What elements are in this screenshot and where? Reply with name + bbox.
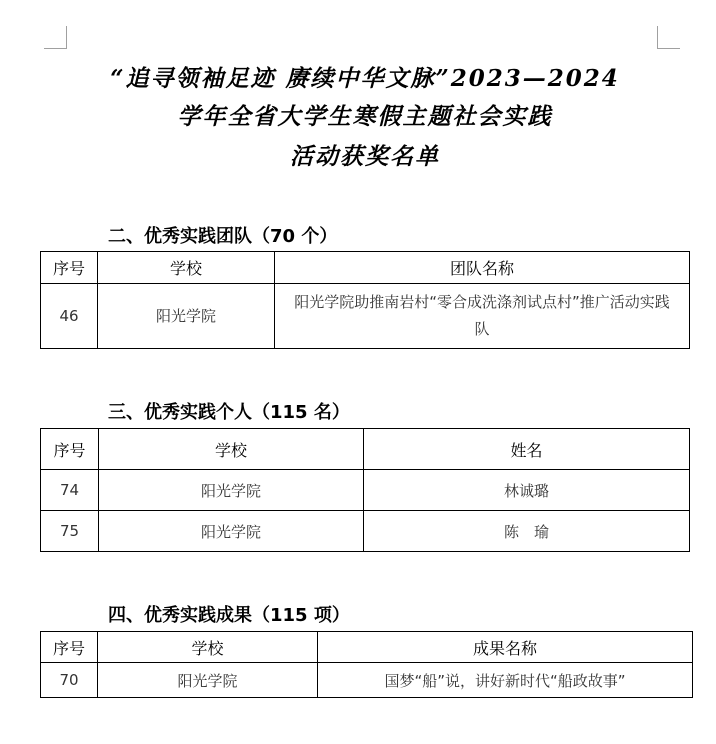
section-heading-individuals: 三、优秀实践个人（115 名） [108,402,350,423]
cell-index: 75 [41,511,99,552]
cell-name: 林诚璐 [364,470,690,511]
achievements-table [40,631,693,698]
column-header-index: 序号 [41,632,98,663]
document-title-line-2: 学年全省大学生寒假主题社会实践 [177,103,553,130]
cell-index: 74 [41,470,99,511]
cell-school: 阳光学院 [98,663,318,698]
cell-name: 陈 瑜 [364,511,690,552]
table-header-row [41,252,690,284]
table-header-row [41,429,690,470]
page-corner-mark-top-left [44,26,67,49]
column-header-team-name: 团队名称 [275,252,690,284]
column-header-name: 姓名 [364,429,690,470]
cell-team-name: 阳光学院助推南岩村“零合成洗涤剂试点村”推广活动实践队 [275,284,690,349]
column-header-school: 学校 [98,632,318,663]
table-row [41,663,693,698]
section-heading-achievements: 四、优秀实践成果（115 项） [108,605,350,626]
cell-school: 阳光学院 [98,284,275,349]
individuals-table [40,428,690,552]
column-header-index: 序号 [41,252,98,284]
cell-index: 70 [41,663,98,698]
column-header-achievement-name: 成果名称 [318,632,693,663]
document-title-line-3: 活动获奖名单 [290,143,440,170]
table-row [41,470,690,511]
column-header-school: 学校 [99,429,364,470]
table-row [41,511,690,552]
document-title-line-1: “追寻领袖足迹 赓续中华文脉”2023—2024 [110,65,620,92]
cell-school: 阳光学院 [99,470,364,511]
table-row [41,284,690,349]
section-heading-teams: 二、优秀实践团队（70 个） [108,226,338,247]
cell-achievement-name: 国梦“船”说，讲好新时代“船政故事” [318,663,693,698]
column-header-school: 学校 [98,252,275,284]
teams-table [40,251,690,349]
cell-school: 阳光学院 [99,511,364,552]
table-header-row [41,632,693,663]
column-header-index: 序号 [41,429,99,470]
cell-index: 46 [41,284,98,349]
page-corner-mark-top-right [657,26,680,49]
